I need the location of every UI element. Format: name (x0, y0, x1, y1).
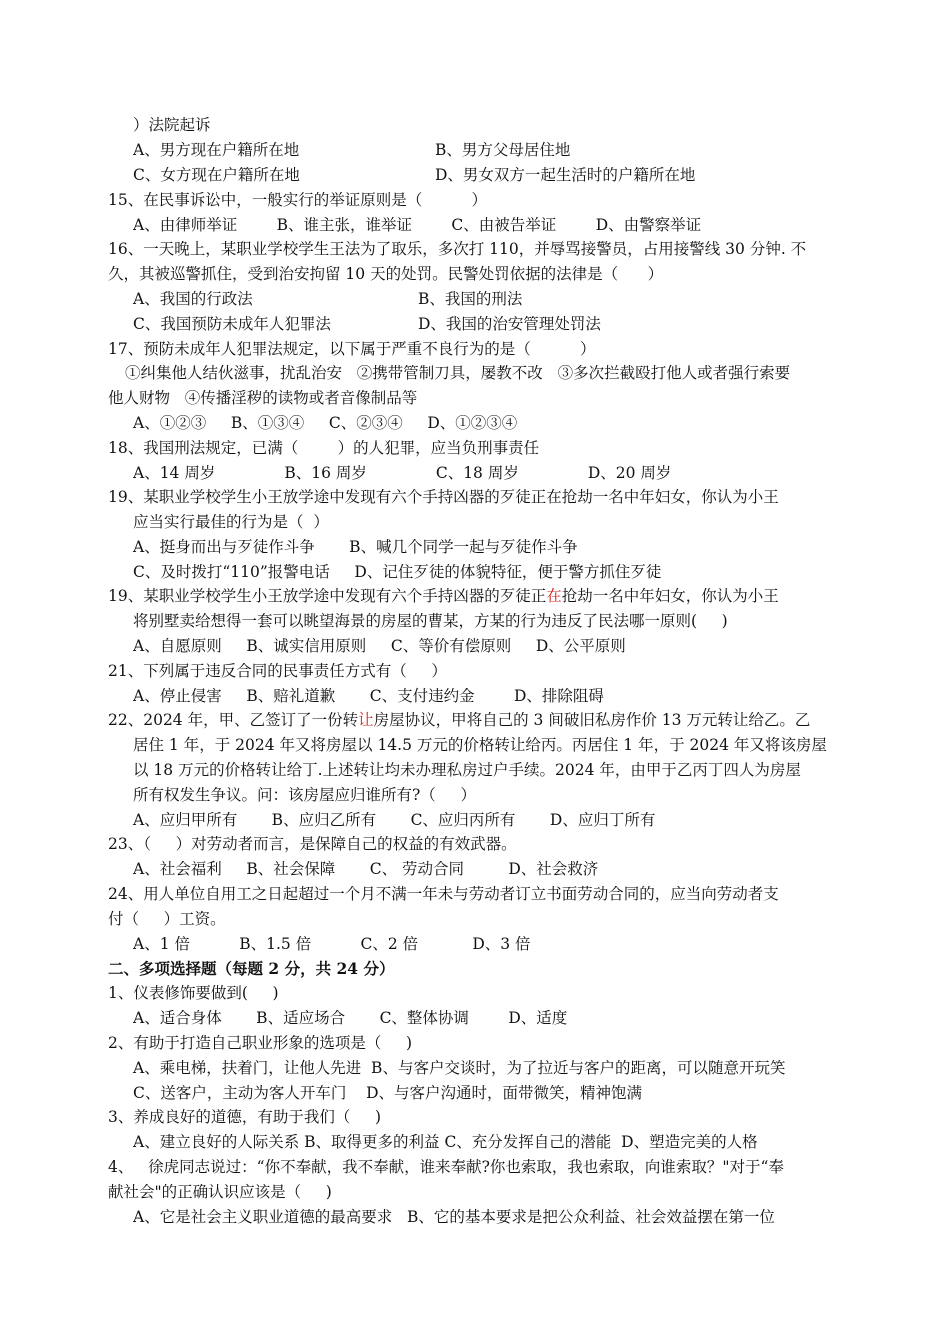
text-line: 所有权发生争议。问：该房屋应归谁所有?（ ） (133, 786, 476, 804)
text-line: 15、在民事诉讼中，一般实行的举证原则是（ ） (108, 191, 487, 209)
text-line: 17、预防未成年人犯罪法规定，以下属于严重不良行为的是（ ） (108, 340, 596, 358)
text-line: A、社会福利 B、社会保障 C、 劳动合同 D、社会救济 (133, 860, 599, 878)
text-line: A、应归甲所有 B、应归乙所有 C、应归丙所有 D、应归丁所有 (133, 811, 656, 829)
text-line: 2、有助于打造自己职业形象的选项是（ ) (108, 1034, 413, 1052)
text-line (108, 710, 810, 730)
text-line: B、男方父母居住地 (435, 141, 571, 159)
text-line: 18、我国刑法规定，已满（ ）的人犯罪，应当负刑事责任 (108, 439, 540, 457)
text-line: 21、下列属于违反合同的民事责任方式有（ ） (108, 662, 447, 680)
text-segment: 19、某职业学校学生小王放学途中发现有六个手持凶器的歹徒正 (108, 587, 547, 605)
text-segment: 抢劫一名中年妇女，你认为小王 (561, 587, 779, 605)
text-line: 以 18 万元的价格转让给丁.上述转让均未办理私房过户手续。2024 年，由甲于乙丙丁四人为房屋 (133, 761, 801, 779)
text-line: 应当实行最佳的行为是（ ） (133, 513, 329, 531)
text-line: C、女方现在户籍所在地 (133, 166, 300, 184)
text-line: A、适合身体 B、适应场合 C、整体协调 D、适度 (133, 1009, 568, 1027)
text-line: A、我国的行政法 (133, 290, 253, 308)
text-line: A、它是社会主义职业道德的最高要求 B、它的基本要求是把公众利益、社会效益摆在第一位 (133, 1208, 775, 1226)
text-line: A、停止侵害 B、赔礼道歉 C、支付违约金 D、排除阻碍 (133, 687, 604, 705)
text-line: A、14 周岁 B、16 周岁 C、18 周岁 D、20 周岁 (133, 464, 672, 482)
text-segment: 房屋协议，甲将自己的 3 间破旧私房作价 13 万元转让给乙。乙 (373, 711, 811, 729)
text-line: 将别墅卖给想得一套可以眺望海景的房屋的曹某，方某的行为违反了民法哪一原则( ) (133, 612, 728, 630)
text-line: A、男方现在户籍所在地 (133, 141, 300, 159)
text-line: 居住 1 年，于 2024 年又将房屋以 14.5 万元的价格转让给丙。丙居住 1 年，于 2024 年又将该房屋 (133, 736, 827, 754)
text-line: 24、用人单位自用工之日起超过一个月不满一年未与劳动者订立书面劳动合同的，应当向劳动者支 (108, 885, 779, 903)
section-heading: 二、多项选择题（每题 2 分，共 24 分） (108, 959, 395, 978)
text-line: A、由律师举证 B、谁主张，谁举证 C、由被告举证 D、由警察举证 (133, 216, 702, 234)
highlighted-char: 在 (546, 587, 562, 605)
text-line: ①纠集他人结伙滋事，扰乱治安 ②携带管制刀具，屡教不改 ③多次拦截殴打他人或者强行索要 (125, 364, 791, 382)
text-line: 付（ ）工资。 (108, 910, 226, 928)
text-segment: 22、2024 年，甲、乙签订了一份转 (108, 711, 359, 729)
text-line: C、我国预防未成年人犯罪法 (133, 315, 331, 333)
text-line: A、建立良好的人际关系 B、取得更多的利益 C、充分发挥自己的潜能 D、塑造完美的人格 (133, 1133, 758, 1151)
text-line: A、自愿原则 B、诚实信用原则 C、等价有偿原则 D、公平原则 (133, 637, 626, 655)
text-line: C、及时拨打“110”报警电话 D、记住歹徒的体貌特征，便于警方抓住歹徒 (133, 563, 662, 581)
text-line: 久，其被巡警抓住，受到治安拘留 10 天的处罚。民警处罚依据的法律是（ ） (108, 265, 664, 283)
text-line: D、男女双方一起生活时的户籍所在地 (435, 166, 696, 184)
text-line: 19、某职业学校学生小王放学途中发现有六个手持凶器的歹徒正在抢劫一名中年妇女，你认为小王 (108, 488, 779, 506)
text-line: D、我国的治安管理处罚法 (418, 315, 601, 333)
text-line: B、我国的刑法 (418, 290, 523, 308)
text-line: 23、（ ）对劳动者而言，是保障自己的权益的有效武器。 (108, 835, 517, 853)
text-line: 1、仪表修饰要做到( ) (108, 984, 279, 1002)
text-line: ）法院起诉 (133, 116, 211, 134)
text-line: 16、一天晚上，某职业学校学生王法为了取乐，多次打 110，并辱骂接警员，占用接警线 30 分钟. 不 (108, 240, 807, 258)
text-line (108, 586, 779, 606)
text-line: A、①②③ B、①③④ C、②③④ D、①②③④ (133, 414, 518, 432)
text-line: C、送客户，主动为客人开车门 D、与客户沟通时，面带微笑，精神饱满 (133, 1084, 642, 1102)
text-line: A、挺身而出与歹徒作斗争 B、喊几个同学一起与歹徒作斗争 (133, 538, 578, 556)
text-line: A、乘电梯，扶着门，让他人先进 B、与客户交谈时，为了拉近与客户的距离，可以随意开玩笑 (133, 1059, 786, 1077)
text-line: 3、养成良好的道德，有助于我们（ ) (108, 1108, 382, 1126)
text-line: 4、 徐虎同志说过：“你不奉献，我不奉献，谁来奉献?你也索取，我也索取，向谁索取？"对于“奉 (108, 1158, 784, 1176)
text-line: 献社会"的正确认识应该是（ ) (108, 1183, 332, 1201)
highlighted-char: 让 (358, 711, 374, 729)
text-line: A、1 倍 B、1.5 倍 C、2 倍 D、3 倍 (133, 935, 531, 953)
text-line: 他人财物 ④传播淫秽的读物或者音像制品等 (108, 389, 418, 407)
